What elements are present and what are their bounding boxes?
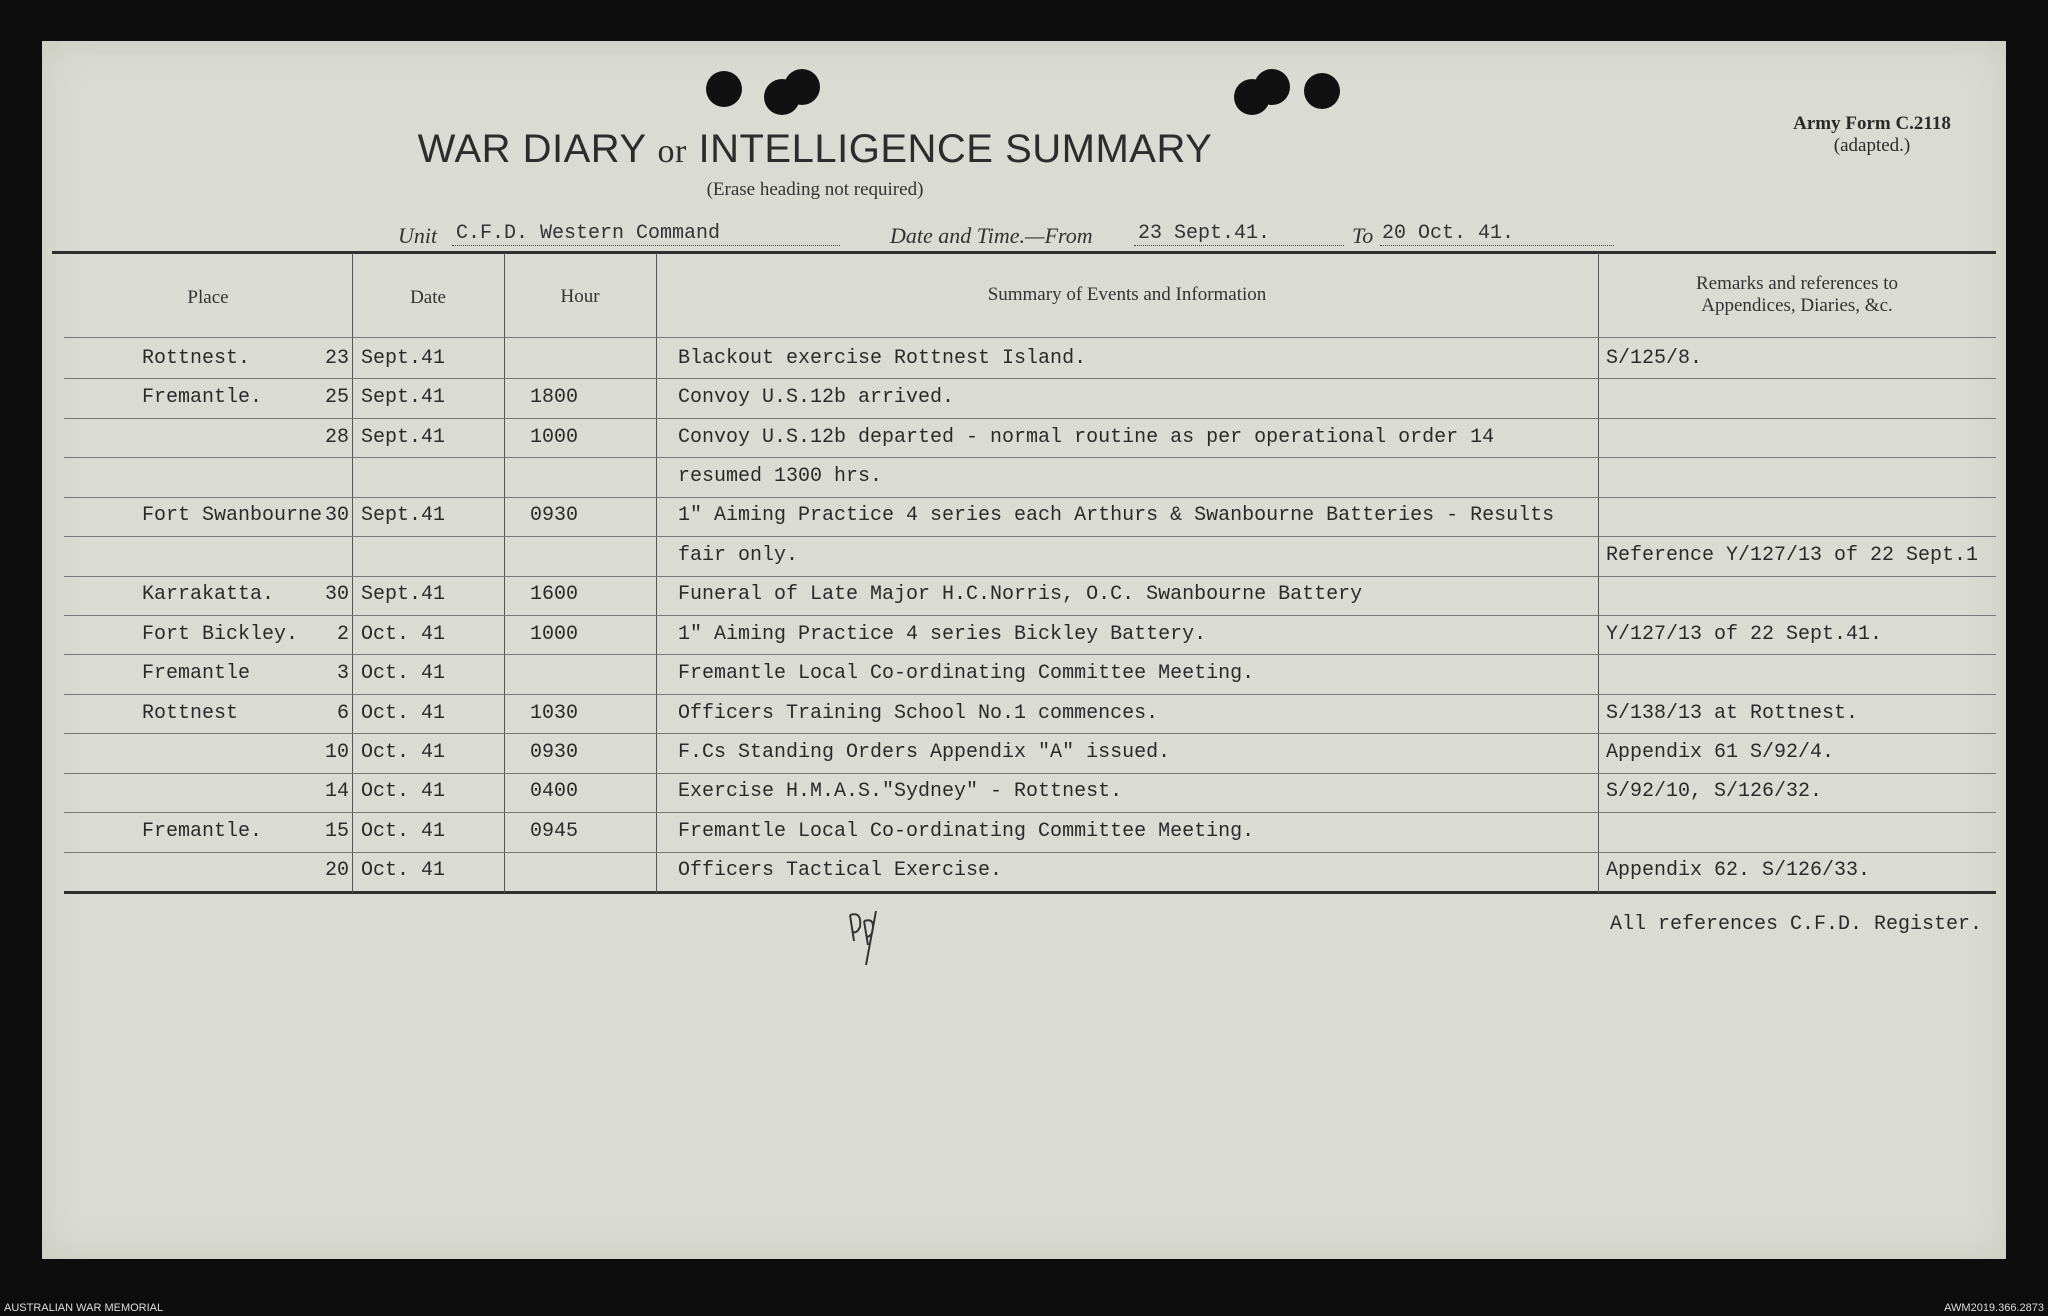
punch-hole xyxy=(784,69,820,105)
row-date: 2 Oct. 41 xyxy=(336,622,445,646)
row-line xyxy=(64,576,1996,577)
row-line xyxy=(64,457,1996,458)
row-place: Rottnest. xyxy=(142,346,251,370)
row-date: 10 Oct. 41 xyxy=(324,741,445,764)
row-place: Fremantle xyxy=(142,662,251,686)
row-date: 3 Oct. 41 xyxy=(336,662,445,686)
row-place: Fort Swanbourne xyxy=(142,504,323,528)
remarks-header-line2: Appendices, Diaries, &c. xyxy=(1701,295,1893,316)
title-war-diary: WAR DIARY xyxy=(417,127,646,171)
row-hour: 0400 xyxy=(529,780,578,804)
handwritten-initials xyxy=(842,901,892,971)
remarks-header-line1: Remarks and references to xyxy=(1695,273,1899,294)
unit-dotted-line xyxy=(452,245,840,246)
row-summary: Officers Training School No.1 commences. xyxy=(678,701,1159,725)
row-date: 28 Sept.41 xyxy=(324,425,445,449)
row-summary: fair only. xyxy=(678,543,799,567)
column-header-summary: Summary of Events and Information xyxy=(987,284,1267,305)
row-line xyxy=(64,536,1996,537)
row-date: 23 Sept.41 xyxy=(324,346,445,370)
row-line xyxy=(64,378,1996,379)
row-place: Rottnest xyxy=(142,701,239,725)
row-hour: 1600 xyxy=(529,583,578,607)
row-hour: 0945 xyxy=(529,819,578,843)
row-date: 30 Sept.41 xyxy=(324,504,445,528)
unit-label: Unit xyxy=(398,223,438,248)
row-hour: 0930 xyxy=(529,504,578,528)
row-line xyxy=(64,852,1996,853)
row-remarks: S/138/13 at Rottnest. xyxy=(1606,701,1859,725)
date-from-dotted-line xyxy=(1134,245,1344,246)
row-place: Fremantle. xyxy=(142,819,263,843)
row-hour: 1000 xyxy=(529,622,578,646)
title-or: or xyxy=(657,133,687,170)
row-summary: Officers Tactical Exercise. xyxy=(678,859,1003,883)
date-to-value: 20 Oct. 41. xyxy=(1382,222,1515,245)
row-summary: Fremantle Local Co-ordinating Committee Meeting. xyxy=(678,819,1255,843)
row-summary: Exercise H.M.A.S."Sydney" - Rottnest. xyxy=(678,780,1123,804)
row-date: 25 Sept.41 xyxy=(324,386,445,410)
date-from-label: Date and Time.—From xyxy=(890,223,1093,248)
row-remarks: Y/127/13 of 22 Sept.41. xyxy=(1606,622,1883,646)
column-header-place: Place xyxy=(187,287,229,308)
row-place: Karrakatta. xyxy=(142,583,275,607)
row-line xyxy=(64,418,1996,419)
table-bottom-rule xyxy=(64,891,1996,894)
date-to-label: To xyxy=(1352,223,1374,248)
row-summary: resumed 1300 hrs. xyxy=(678,465,883,488)
document-page xyxy=(42,41,2006,1259)
punch-hole xyxy=(1304,73,1340,109)
row-summary: 1" Aiming Practice 4 series Bickley Battery. xyxy=(678,622,1207,646)
row-line xyxy=(64,694,1996,695)
row-line xyxy=(64,812,1996,813)
row-hour: 1000 xyxy=(529,425,578,449)
header-separator xyxy=(64,337,1996,338)
date-from-value: 23 Sept.41. xyxy=(1138,222,1271,245)
column-header-date: Date xyxy=(410,287,446,308)
row-remarks: Reference Y/127/13 of 22 Sept.1 xyxy=(1606,543,1979,567)
row-remarks: S/92/10, S/126/32. xyxy=(1606,780,1823,804)
row-summary: Funeral of Late Major H.C.Norris, O.C. Swanbourne Battery xyxy=(678,583,1363,607)
unit-value: C.F.D. Western Command xyxy=(456,222,721,245)
row-summary: F.Cs Standing Orders Appendix "A" issued. xyxy=(678,741,1171,764)
row-place: Fort Bickley. xyxy=(142,622,299,646)
row-date: 6 Oct. 41 xyxy=(336,701,445,725)
row-date: 15 Oct. 41 xyxy=(324,819,445,843)
column-divider xyxy=(1598,253,1599,893)
document-title xyxy=(42,127,1588,172)
army-form-label xyxy=(1742,113,2002,157)
row-remarks: Appendix 62. S/126/33. xyxy=(1606,859,1871,883)
row-date: 14 Oct. 41 xyxy=(324,780,445,804)
row-summary: 1" Aiming Practice 4 series each Arthurs & Swanbourne Batteries - Results xyxy=(678,504,1555,528)
army-form-note: (adapted.) xyxy=(1833,135,1911,156)
column-divider xyxy=(656,253,657,893)
footer-references: All references C.F.D. Register. xyxy=(1609,913,1982,936)
army-form-number: Army Form C.2118 xyxy=(1793,113,1951,134)
row-line xyxy=(64,733,1996,734)
archive-caption-left: AUSTRALIAN WAR MEMORIAL xyxy=(4,1302,164,1314)
row-summary: Convoy U.S.12b arrived. xyxy=(678,386,955,410)
row-line xyxy=(64,497,1996,498)
column-header-hour: Hour xyxy=(560,286,600,307)
column-header-remarks xyxy=(1598,273,1996,317)
row-remarks: Appendix 61 S/92/4. xyxy=(1606,741,1835,764)
table-top-rule xyxy=(52,251,1996,254)
row-hour: 1030 xyxy=(529,701,578,725)
row-summary: Convoy U.S.12b departed - normal routine as per operational order 14 xyxy=(678,425,1495,449)
title-intelligence-summary: INTELLIGENCE SUMMARY xyxy=(698,127,1213,171)
row-hour: 0930 xyxy=(529,741,578,764)
row-place: Fremantle. xyxy=(142,386,263,410)
archive-caption-right: AWM2019.366.2873 xyxy=(1944,1302,2044,1314)
row-remarks: S/125/8. xyxy=(1606,346,1703,370)
row-date: 20 Oct. 41 xyxy=(324,859,445,883)
row-line xyxy=(64,773,1996,774)
row-hour: 1800 xyxy=(529,386,578,410)
row-date: 30 Sept.41 xyxy=(324,583,445,607)
row-summary: Blackout exercise Rottnest Island. xyxy=(678,346,1087,370)
date-to-dotted-line xyxy=(1380,245,1614,246)
punch-hole xyxy=(706,71,742,107)
document-subtitle: (Erase heading not required) xyxy=(706,179,924,200)
row-line xyxy=(64,654,1996,655)
row-summary: Fremantle Local Co-ordinating Committee Meeting. xyxy=(678,662,1255,686)
row-line xyxy=(64,615,1996,616)
punch-hole xyxy=(1254,69,1290,105)
